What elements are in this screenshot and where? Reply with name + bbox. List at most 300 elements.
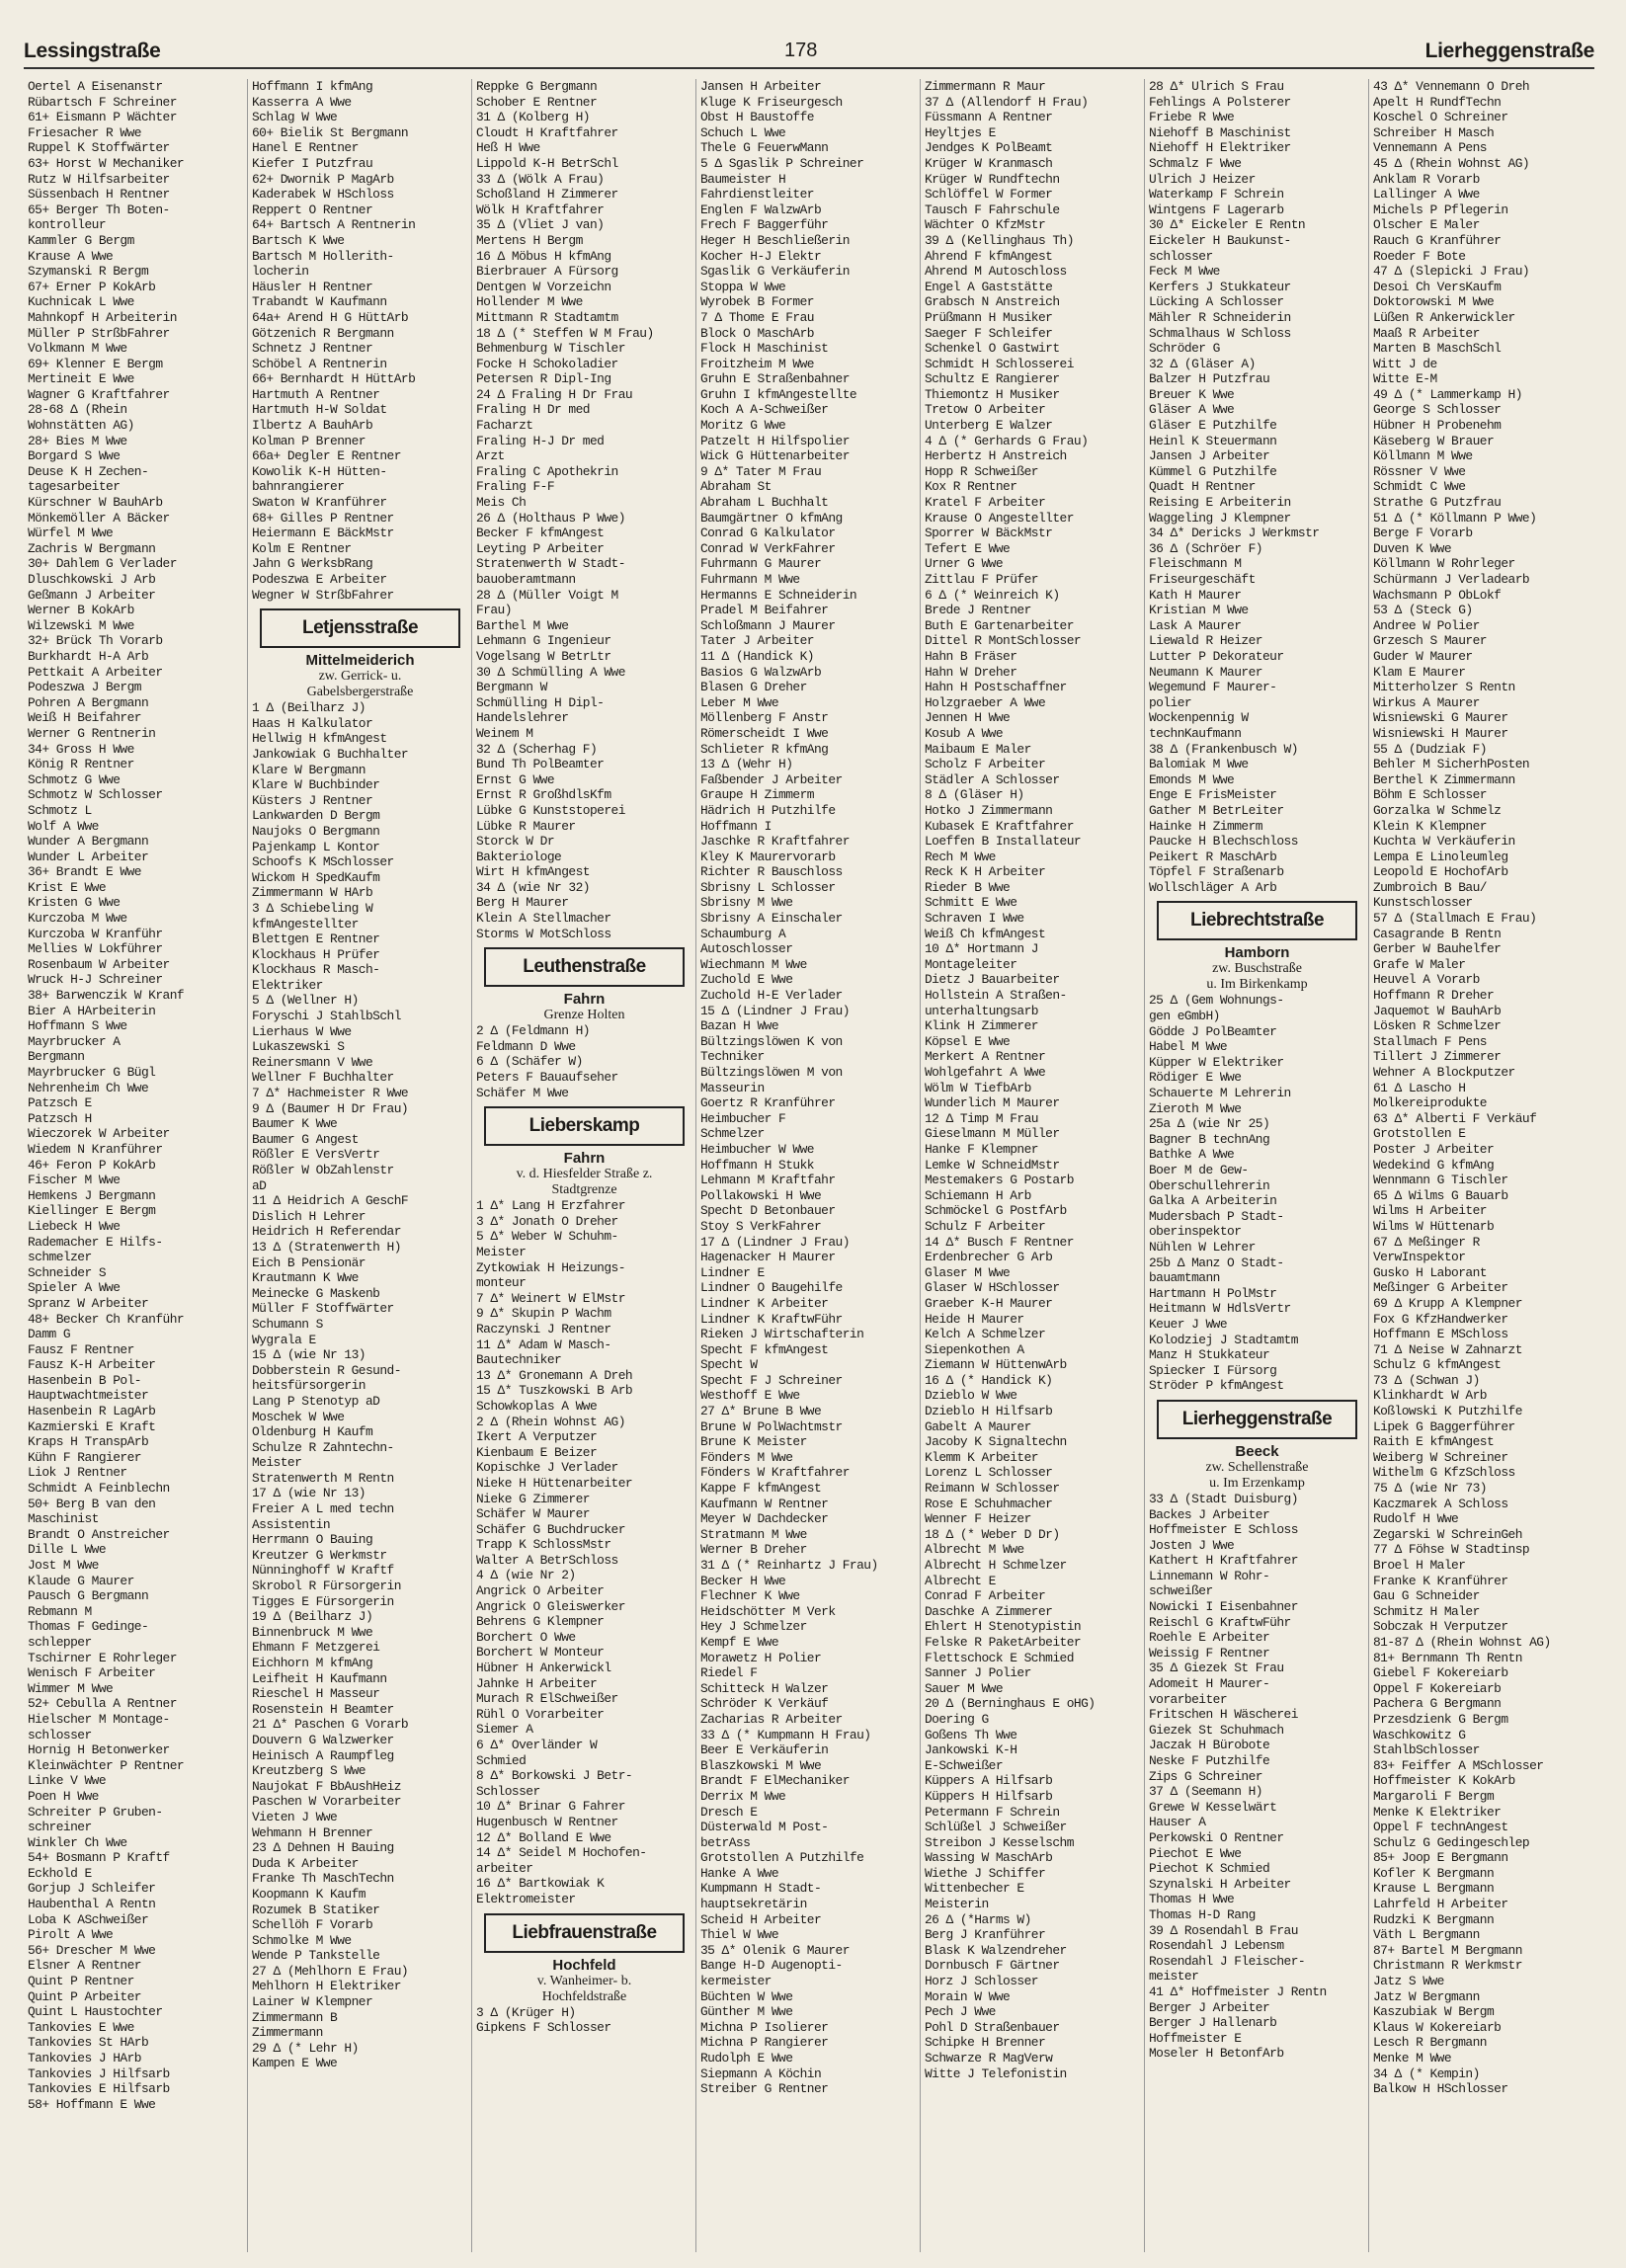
directory-entry: Borgard S Wwe <box>28 448 121 464</box>
directory-entry: Weiß H Beifahrer <box>28 710 141 726</box>
directory-entry: Maaß R Arbeiter <box>1373 325 1480 341</box>
directory-entry: Siemer A <box>476 1722 533 1738</box>
directory-entry: Römerscheidt I Wwe <box>700 725 829 741</box>
directory-entry: Friesacher R Wwe <box>28 124 141 140</box>
directory-entry: Kuchnicak L Wwe <box>28 294 134 310</box>
directory-entry: Lempa E Linoleumleg <box>1373 849 1508 864</box>
directory-entry: 24 Δ Fraling H Dr Frau <box>476 386 633 402</box>
directory-entry: 31 Δ (Kolberg H) <box>476 110 590 125</box>
district-name: Hamborn <box>1224 944 1290 962</box>
directory-entry: Ruppel K Stoffwärter <box>28 140 170 156</box>
directory-entry: 64a+ Arend H G HüttArb <box>252 309 409 325</box>
directory-entry: 4 Δ (* Gerhards G Frau) <box>925 433 1089 448</box>
directory-entry: 62+ Dwornik P MagArb <box>252 171 394 187</box>
directory-entry: 12 Δ* Bolland E Wwe <box>476 1829 611 1845</box>
directory-entry: Spiecker I Fürsorg <box>1149 1362 1277 1378</box>
directory-entry: Mertineit E Wwe <box>28 371 134 387</box>
directory-entry: Lübke R Maurer <box>476 818 576 834</box>
directory-entry: Schober E Rentner <box>476 94 598 110</box>
directory-entry: Heitmann W HdlsVertr <box>1149 1301 1291 1317</box>
directory-entry: 45 Δ (Rhein Wohnst AG) <box>1373 155 1530 171</box>
directory-entry: Bagner B technAng <box>1149 1131 1270 1147</box>
directory-entry: 56+ Drescher M Wwe <box>28 1942 156 1958</box>
directory-entry: Tillert J Zimmerer <box>1373 1049 1502 1065</box>
directory-entry: Winkler Ch Wwe <box>28 1834 127 1850</box>
directory-entry: Blettgen E Rentner <box>252 932 380 947</box>
directory-entry: Morain W Wwe <box>925 1988 1011 2004</box>
directory-entry: Dentgen W Vorzeichn <box>476 279 611 294</box>
directory-entry: Franke K Kranführer <box>1373 1573 1508 1588</box>
directory-entry: Rödiger E Wwe <box>1149 1070 1242 1086</box>
directory-entry: 19 Δ (Beilharz J) <box>252 1609 373 1625</box>
directory-entry: Leyting P Arbeiter <box>476 540 605 556</box>
directory-entry: Goertz R Kranführer <box>700 1095 836 1111</box>
directory-entry: Wölk H Kraftfahrer <box>476 202 605 217</box>
directory-entry: Elektriker <box>252 977 323 993</box>
directory-entry: Zimmermann R Maur <box>925 79 1046 94</box>
directory-entry: Kubasek E Kraftfahrer <box>925 818 1074 834</box>
directory-entry: Ehmann F Metzgerei <box>252 1640 380 1656</box>
directory-entry: Haas H Kalkulator <box>252 715 373 731</box>
directory-entry: Stallmach F Pens <box>1373 1033 1487 1049</box>
directory-entry: Poen H Wwe <box>28 1788 99 1804</box>
directory-entry: George S Schlosser <box>1373 402 1502 418</box>
directory-entry: 15 Δ* Tuszkowski B Arb <box>476 1383 633 1399</box>
directory-entry: Stratenwerth M Rentn <box>252 1470 394 1486</box>
directory-entry: Jaczak H Bürobote <box>1149 1738 1270 1753</box>
directory-entry: Weinem M <box>476 725 533 741</box>
directory-entry: VerwInspektor <box>1373 1250 1466 1265</box>
directory-entry: Gruhn I kfmAngestellte <box>700 386 857 402</box>
directory-entry: Kuchta W Verkäuferin <box>1373 834 1515 850</box>
directory-entry: 31 Δ (* Reinhartz J Frau) <box>700 1558 878 1573</box>
directory-entry: Krüger W Rundftechn <box>925 171 1060 187</box>
directory-entry: Burkhardt H-A Arb <box>28 648 149 664</box>
directory-entry: kermeister <box>700 1974 772 1989</box>
directory-entry: Heidschötter M Verk <box>700 1603 836 1619</box>
directory-entry: 54+ Bosmann P Kraftf <box>28 1850 170 1866</box>
directory-entry: Heidrich H Referendar <box>252 1224 401 1240</box>
directory-entry: Schäfer G Buchdrucker <box>476 1521 625 1537</box>
directory-entry: 39 Δ (Kellinghaus Th) <box>925 232 1074 248</box>
directory-entry: Lösken R Schmelzer <box>1373 1018 1502 1034</box>
directory-entry: gen eGmbH) <box>1149 1009 1220 1024</box>
directory-entry: Binnenbruck M Wwe <box>252 1624 373 1640</box>
directory-entry: Hornig H Betonwerker <box>28 1742 170 1758</box>
directory-entry: Meisterin <box>925 1897 989 1912</box>
directory-entry: Kampen E Wwe <box>252 2056 338 2071</box>
directory-entry: Küppers A Hilfsarb <box>925 1773 1053 1789</box>
directory-entry: Krause O Angestellter <box>925 510 1074 526</box>
directory-entry: Schellöh F Vorarb <box>252 1917 373 1933</box>
directory-entry: Küpper W Elektriker <box>1149 1054 1284 1070</box>
street-heading: Lieberskamp <box>484 1106 685 1146</box>
directory-entry: Apelt H RundfTechn <box>1373 94 1502 110</box>
directory-entry: Sauer M Wwe <box>925 1680 1004 1696</box>
directory-entry: Urner G Wwe <box>925 556 1004 572</box>
directory-entry: Götzenich R Bergmann <box>252 325 394 341</box>
directory-entry: Montageleiter <box>925 956 1017 972</box>
directory-entry: Rößler W ObZahlenstr <box>252 1163 394 1177</box>
directory-entry: 48+ Becker Ch Kranführ <box>28 1311 185 1327</box>
directory-entry: Schmalz F Wwe <box>1149 155 1242 171</box>
directory-entry: Schumann S <box>252 1316 323 1332</box>
directory-entry: Schraven I Wwe <box>925 911 1024 927</box>
directory-entry: Lallinger A Wwe <box>1373 187 1480 202</box>
directory-entry: Wohnstätten AG) <box>28 418 134 434</box>
directory-entry: Ulrich J Heizer <box>1149 171 1256 187</box>
directory-entry: Weissig F Rentner <box>1149 1645 1270 1660</box>
directory-entry: Schulz G Gedingeschlep <box>1373 1834 1530 1850</box>
directory-entry: Pradel M Beifahrer <box>700 603 829 618</box>
directory-entry: Zuchold E Wwe <box>700 972 793 988</box>
directory-entry: Habel M Wwe <box>1149 1039 1228 1055</box>
directory-entry: Baumeister H <box>700 171 786 187</box>
directory-entry: Dzieblo H Hilfsarb <box>925 1404 1053 1419</box>
directory-entry: 64+ Bartsch A Rentnerin <box>252 217 416 233</box>
directory-entry: Patzsch H <box>28 1110 92 1126</box>
directory-entry: 7 Δ* Hachmeister R Wwe <box>252 1086 409 1101</box>
directory-entry: 33 Δ (Stadt Duisburg) <box>1149 1491 1298 1506</box>
directory-entry: Nowicki I Eisenbahner <box>1149 1599 1298 1615</box>
directory-entry: Schloßmann J Maurer <box>700 617 836 633</box>
directory-entry: 18 Δ (* Weber D Dr) <box>925 1526 1060 1542</box>
directory-entry: Feck M Wwe <box>1149 264 1220 280</box>
directory-entry: Schnetz J Rentner <box>252 341 373 357</box>
directory-entry: Kammler G Bergm <box>28 232 134 248</box>
directory-entry: Schmolke M Wwe <box>252 1932 352 1948</box>
directory-entry: Buth E Gartenarbeiter <box>925 617 1074 633</box>
directory-entry: Pausch G Bergmann <box>28 1588 149 1604</box>
directory-entry: 27 Δ (Mehlhorn E Frau) <box>252 1963 409 1979</box>
directory-entry: Kratel F Arbeiter <box>925 495 1046 511</box>
directory-entry: Gruhn E Straßenbahner <box>700 371 850 387</box>
directory-entry: Tausch F Fahrschule <box>925 202 1060 217</box>
directory-entry: Koch A A-Schweißer <box>700 402 829 418</box>
directory-entry: Lainer W Klempner <box>252 1994 373 2010</box>
directory-entry: Bathke A Wwe <box>1149 1147 1235 1163</box>
directory-entry: Kathert H Kraftfahrer <box>1149 1553 1298 1569</box>
directory-entry: Elektromeister <box>476 1891 576 1906</box>
directory-entry: Duda K Arbeiter <box>252 1855 359 1871</box>
directory-entry: Franke Th MaschTechn <box>252 1871 394 1887</box>
directory-entry: 9 Δ* Skupin P Wachm <box>476 1306 611 1322</box>
directory-entry: Kath H Maurer <box>1149 587 1242 603</box>
directory-entry: Mertens H Bergm <box>476 232 583 248</box>
directory-entry: 11 Δ (Handick K) <box>700 648 814 664</box>
directory-entry: Heger H Beschließerin <box>700 232 850 248</box>
directory-entry: Jennen H Wwe <box>925 710 1011 726</box>
directory-entry: Günther M Wwe <box>700 2004 793 2020</box>
directory-entry: Sporrer W BäckMstr <box>925 526 1053 541</box>
directory-entry: Haubenthal A Rentn <box>28 1897 156 1912</box>
directory-column <box>24 79 248 2252</box>
directory-entry: Becker F kfmAngest <box>476 526 605 541</box>
directory-entry: Niehoff B Maschinist <box>1149 124 1291 140</box>
directory-entry: Streibon J Kesselschm <box>925 1834 1074 1850</box>
directory-entry: Wächter O KfzMstr <box>925 217 1046 233</box>
directory-entry: schmelzer <box>28 1250 92 1265</box>
directory-entry: Specht F J Schreiner <box>700 1372 843 1388</box>
directory-entry: Brune K Meister <box>700 1434 807 1450</box>
directory-entry: Meister <box>252 1455 302 1471</box>
directory-entry: Balomiak M Wwe <box>1149 757 1249 772</box>
directory-column <box>248 79 472 2252</box>
directory-entry: Rosendahl J Lebensm <box>1149 1938 1284 1954</box>
directory-entry: Berger J Hallenarb <box>1149 2015 1277 2031</box>
directory-entry: Kunstschlosser <box>1373 895 1473 911</box>
directory-entry: Hartmuth H-W Soldat <box>252 402 387 418</box>
directory-entry: Hollstein A Straßen- <box>925 988 1067 1004</box>
directory-entry: Rademacher E Hilfs- <box>28 1234 163 1250</box>
directory-entry: Brandt F ElMechaniker <box>700 1773 850 1789</box>
directory-entry: Sobczak H Verputzer <box>1373 1619 1508 1635</box>
directory-entry: Gau G Schneider <box>1373 1588 1480 1604</box>
directory-entry: Ziemann W HüttenwArb <box>925 1357 1067 1373</box>
directory-entry: 47 Δ (Slepicki J Frau) <box>1373 264 1530 280</box>
directory-entry: 25a Δ (wie Nr 25) <box>1149 1116 1270 1132</box>
directory-entry: Jaschke R Kraftfahrer <box>700 834 850 850</box>
directory-entry: arbeiter <box>476 1860 533 1876</box>
directory-entry: Deuse K H Zechen- <box>28 463 149 479</box>
directory-entry: Englen F WalzwArb <box>700 202 822 217</box>
directory-entry: 29 Δ (* Lehr H) <box>252 2040 359 2056</box>
directory-entry: Schmidt C Wwe <box>1373 479 1466 495</box>
directory-entry: Mestemakers G Postarb <box>925 1173 1074 1188</box>
directory-entry: Wockenpennig W <box>1149 710 1249 726</box>
directory-entry: Anklam R Vorarb <box>1373 171 1480 187</box>
directory-entry: Ahrend M Autoschloss <box>925 264 1067 280</box>
directory-entry: Jacoby K Signaltechn <box>925 1434 1067 1450</box>
directory-entry: 57 Δ (Stallmach E Frau) <box>1373 911 1537 927</box>
directory-entry: Raith E kfmAngest <box>1373 1434 1495 1450</box>
directory-entry: Eichhorn M kfmAng <box>252 1656 373 1670</box>
directory-entry: Schoofs K MSchlosser <box>252 854 394 870</box>
directory-entry: Wilms W Hüttenarb <box>1373 1218 1495 1234</box>
directory-entry: Doktorowski M Wwe <box>1373 294 1495 310</box>
directory-entry: Rech M Wwe <box>925 849 996 864</box>
directory-entry: Wittenbecher E <box>925 1881 1024 1897</box>
directory-entry: 3 Δ (Krüger H) <box>476 2004 576 2020</box>
directory-entry: 69+ Klenner E Bergm <box>28 356 163 371</box>
directory-entry: Schmotz L <box>28 802 92 818</box>
directory-entry: Michels P Pflegerin <box>1373 202 1508 217</box>
directory-entry: Zittlau F Prüfer <box>925 572 1038 587</box>
directory-entry: Blasen G Dreher <box>700 680 807 695</box>
directory-entry: Schuch L Wwe <box>700 124 786 140</box>
directory-entry: Lehmann G Ingenieur <box>476 633 611 649</box>
directory-entry: Michna P Rangierer <box>700 2035 829 2051</box>
directory-entry: Paschen W Vorarbeiter <box>252 1794 401 1810</box>
directory-entry: Morawetz H Polier <box>700 1650 822 1665</box>
directory-entry: Fraling H Dr med <box>476 402 590 418</box>
directory-entry: Felske R PaketArbeiter <box>925 1634 1082 1650</box>
directory-entry: Heuvel A Vorarb <box>1373 972 1480 988</box>
directory-entry: Reck K H Arbeiter <box>925 864 1046 880</box>
directory-entry: Rozumek B Statiker <box>252 1902 380 1917</box>
directory-entry: 3 Δ Schiebeling W <box>252 900 373 916</box>
directory-entry: Eich B Pensionär <box>252 1255 366 1270</box>
directory-entry: 73 Δ (Schwan J) <box>1373 1372 1480 1388</box>
directory-entry: Schlieter R kfmAng <box>700 741 829 757</box>
page-header <box>24 38 1594 69</box>
directory-entry: 33 Δ (Wölk A Frau) <box>476 171 605 187</box>
directory-entry: heitsfürsorgerin <box>252 1378 366 1394</box>
directory-entry: Paucke H Blechschloss <box>1149 834 1298 850</box>
directory-entry: Bergmann <box>28 1049 85 1065</box>
directory-entry: Gather M BetrLeiter <box>1149 802 1284 818</box>
directory-entry: Rieken J Wirtschafterin <box>700 1327 864 1342</box>
directory-entry: Damm G <box>28 1327 71 1342</box>
directory-entry: Schmidt A Feinblechn <box>28 1481 170 1497</box>
directory-entry: Arzt <box>476 448 505 464</box>
directory-entry: Rübartsch F Schreiner <box>28 94 177 110</box>
directory-entry: 34 Δ* Dericks J Werkmstr <box>1149 526 1320 541</box>
directory-entry: Liebeck H Wwe <box>28 1218 121 1234</box>
directory-entry: 30 Δ Schmülling A Wwe <box>476 664 625 680</box>
directory-entry: Jansen H Arbeiter <box>700 79 822 94</box>
directory-entry: Wollschläger A Arb <box>1149 879 1277 895</box>
directory-entry: 17 Δ (wie Nr 13) <box>252 1486 366 1501</box>
directory-entry: Bund Th PolBeamter <box>476 757 605 772</box>
directory-entry: 61 Δ Lascho H <box>1373 1080 1466 1095</box>
directory-entry: Lutter P Dekorateur <box>1149 648 1284 664</box>
directory-entry: Reppke G Bergmann <box>476 79 598 94</box>
directory-entry: Witt J de <box>1373 356 1437 371</box>
directory-entry: Moritz G Wwe <box>700 418 786 434</box>
directory-entry: Manz H Stukkateur <box>1149 1347 1270 1363</box>
directory-entry: Wiethe J Schiffer <box>925 1865 1046 1881</box>
directory-entry: Zuchold H-E Verlader <box>700 988 843 1004</box>
directory-entry: Jaquemot W BauhArb <box>1373 1003 1502 1018</box>
directory-entry: Patzsch E <box>28 1095 92 1111</box>
directory-entry: 2 Δ (Rhein Wohnst AG) <box>476 1414 625 1429</box>
directory-entry: Friseurgeschäft <box>1149 572 1256 587</box>
directory-entry: Strathe G Putzfrau <box>1373 495 1502 511</box>
running-head-left: Lessingstraße <box>24 40 161 62</box>
directory-entry: Wick G Hüttenarbeiter <box>700 448 850 464</box>
directory-entry: Bautechniker <box>476 1352 562 1368</box>
directory-entry: 37 Δ (Seemann H) <box>1149 1784 1262 1800</box>
directory-entry: 81-87 Δ (Rhein Wohnst AG) <box>1373 1634 1551 1650</box>
directory-entry: Giezek St Schuhmach <box>1149 1722 1284 1738</box>
directory-entry: Lübke G Kunststoperei <box>476 802 625 818</box>
directory-entry: Petermann F Schrein <box>925 1804 1060 1820</box>
directory-entry: Kiellinger E Bergm <box>28 1203 156 1219</box>
directory-entry: Kristian M Wwe <box>1149 603 1249 618</box>
directory-entry: Zimmermann B <box>252 2009 338 2025</box>
directory-entry: Geßmann J Arbeiter <box>28 587 156 603</box>
directory-entry: Wachsmann P ObLokf <box>1373 587 1502 603</box>
directory-entry: Nühlen W Lehrer <box>1149 1239 1256 1255</box>
directory-entry: Kühn F Rangierer <box>28 1449 141 1465</box>
directory-entry: Fritschen H Wäscherei <box>1149 1707 1298 1723</box>
directory-entry: 87+ Bartel M Bergmann <box>1373 1942 1522 1958</box>
directory-entry: Frau) <box>476 603 512 618</box>
directory-entry: Dille L Wwe <box>28 1542 107 1558</box>
directory-entry: Borchert O Wwe <box>476 1629 576 1645</box>
directory-entry: Neske F Putzhilfe <box>1149 1753 1270 1768</box>
directory-entry: Wruck H-J Schreiner <box>28 972 163 988</box>
directory-entry: Wunder A Bergmann <box>28 834 149 850</box>
street-location: Hochfeldstraße <box>541 1988 627 2004</box>
directory-entry: Hartmuth A Rentner <box>252 386 380 402</box>
directory-entry: Schwarze R MagVerw <box>925 2051 1053 2066</box>
street-heading: Letjensstraße <box>260 608 460 648</box>
directory-entry: Wimmer M Wwe <box>28 1680 114 1696</box>
directory-entry: Rudolf H Wwe <box>1373 1511 1459 1527</box>
directory-column <box>1145 79 1369 2252</box>
directory-entry: Fischer M Wwe <box>28 1173 121 1188</box>
directory-entry: Kaderabek W HSchloss <box>252 187 394 202</box>
directory-entry: Rosenstein H Beamter <box>252 1701 394 1717</box>
directory-entry: Rauch G Kranführer <box>1373 232 1502 248</box>
directory-entry: 27 Δ* Brune B Wwe <box>700 1404 822 1419</box>
directory-entry: Fönders W Kraftfahrer <box>700 1465 850 1481</box>
directory-entry: Ernst R GroßhdlsKfm <box>476 787 611 803</box>
directory-entry: Flechner K Wwe <box>700 1588 800 1604</box>
directory-entry: Zumbroich B Bau/ <box>1373 879 1487 895</box>
directory-entry: Hoffmeister E Schloss <box>1149 1522 1298 1538</box>
directory-entry: Lindner K Arbeiter <box>700 1295 829 1311</box>
directory-entry: Baumer K Wwe <box>252 1116 338 1132</box>
district-name: Fahrn <box>563 991 606 1009</box>
directory-entry: 50+ Berg B van den <box>28 1496 156 1511</box>
directory-entry: Oertel A Eisenanstr <box>28 79 163 94</box>
street-location: Gabelsbergerstraße <box>306 685 414 700</box>
directory-entry: Berger J Arbeiter <box>1149 1999 1270 2015</box>
directory-entry: 49 Δ (* Lammerkamp H) <box>1373 386 1522 402</box>
directory-entry: Zachris W Bergmann <box>28 540 156 556</box>
directory-entry: Koßlowski K Putzhilfe <box>1373 1404 1522 1419</box>
directory-entry: Angrick O Gleiswerker <box>476 1598 625 1614</box>
directory-entry: 83+ Feiffer A MSchlosser <box>1373 1757 1544 1773</box>
directory-entry: Specht W <box>700 1357 758 1373</box>
directory-entry: Kluge K Friseurgesch <box>700 94 843 110</box>
directory-entry: Mehlhorn H Elektriker <box>252 1979 401 1994</box>
directory-entry: Schlosser <box>476 1783 540 1799</box>
directory-entry: Feldmann D Wwe <box>476 1038 576 1054</box>
directory-entry: 5 Δ Sgaslik P Schreiner <box>700 155 864 171</box>
directory-entry: Heß H Wwe <box>476 140 540 156</box>
directory-entry: Fausz K-H Arbeiter <box>28 1357 156 1373</box>
directory-entry: Thele G FeuerwMann <box>700 140 829 156</box>
directory-entry: schlepper <box>28 1634 92 1650</box>
directory-entry: Hartmann H PolMstr <box>1149 1285 1277 1301</box>
directory-entry: Froitzheim M Wwe <box>700 356 814 371</box>
directory-entry: Hoffmann I kfmAng <box>252 79 373 94</box>
directory-entry: 6 Δ* Overländer W <box>476 1738 598 1752</box>
directory-entry: Michna P Isolierer <box>700 2019 829 2035</box>
directory-entry: Tefert E Wwe <box>925 540 1011 556</box>
directory-entry: Petersen R Dipl-Ing <box>476 371 611 387</box>
directory-entry: Casagrande B Rentn <box>1373 926 1502 941</box>
street-location: Grenze Holten <box>543 1008 625 1023</box>
directory-entry: 6 Δ (* Weinreich K) <box>925 587 1060 603</box>
directory-entry: 14 Δ* Seidel M Hochofen- <box>476 1845 647 1861</box>
directory-entry: 61+ Eismann P Wächter <box>28 110 177 125</box>
directory-entry: Jost M Wwe <box>28 1558 99 1573</box>
directory-entry: 25b Δ Manz O Stadt- <box>1149 1255 1284 1270</box>
directory-entry: Düsterwald M Post- <box>700 1820 829 1835</box>
directory-entry: 16 Δ* Bartkowiak K <box>476 1876 605 1892</box>
directory-entry: Margaroli F Bergm <box>1373 1788 1495 1804</box>
directory-entry: Bier A HArbeiterin <box>28 1003 156 1018</box>
directory-entry: Schmelzer <box>700 1126 765 1142</box>
directory-entry: Kreutzer G Werkmstr <box>252 1547 387 1563</box>
district-name: Fahrn <box>563 1150 606 1168</box>
directory-entry: 46+ Feron P KokArb <box>28 1157 156 1173</box>
